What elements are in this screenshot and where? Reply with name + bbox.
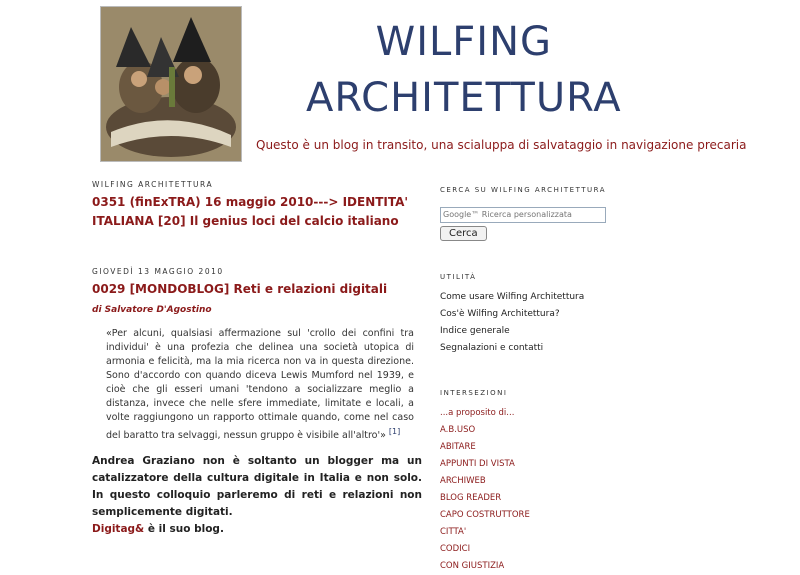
utilita-list: [440, 289, 670, 357]
header-illustration: [100, 6, 242, 162]
utilita-item-come-usare[interactable]: Come usare Wilfing Architettura: [440, 291, 585, 302]
intersezioni-item[interactable]: APPUNTI DI VISTA: [440, 458, 515, 469]
quote-text: «Per alcuni, qualsiasi affermazione sul 'crollo dei confini tra individui' è una profezia che delinea una società utopica di armonia e felicità, ma la mia ricerca non va in questa direzione. Sono d'accordo con quando diceva Lewis Mumford nel 1939, e cioè che gli esseri umani 'tendono a socializzare meglio a distanza, invece che nelle sfere immediate, limitate e locali, a volte raggiungono un rapporto ottimale quando, come nel caso del baratto tra selvaggi, nessun gruppo è visibile all'altro'»: [106, 328, 414, 442]
search-heading: CERCA SU WILFING ARCHITETTURA: [440, 186, 607, 194]
digitag-link[interactable]: Digitag&: [92, 523, 145, 536]
site-title-line1[interactable]: WILFING: [375, 19, 552, 65]
post-title[interactable]: [92, 280, 422, 299]
post-title[interactable]: [92, 193, 422, 231]
intersezioni-list: [440, 405, 670, 575]
main-column: [92, 180, 422, 538]
search-form: [440, 202, 670, 241]
intersezioni-item[interactable]: A.B.USO: [440, 424, 476, 435]
site-tagline: Questo è un blog in transito, una scialuppa di salvataggio in navigazione precaria: [256, 138, 747, 152]
sidebar: [440, 186, 670, 575]
site-title-line2[interactable]: ARCHITETTURA: [306, 75, 622, 121]
intersezioni-item[interactable]: ...a proposito di...: [440, 407, 515, 418]
byline-author: Salvatore D'Agostino: [104, 305, 212, 315]
intersezioni-item[interactable]: CITTA': [440, 526, 467, 537]
site-title[interactable]: [306, 14, 622, 126]
utilita-item-segnalazioni[interactable]: Segnalazioni e contatti: [440, 342, 544, 353]
intersezioni-item[interactable]: CODICI: [440, 543, 471, 554]
footnote-link[interactable]: [1]: [388, 427, 401, 436]
post-quote: [106, 327, 414, 443]
intersezioni-item[interactable]: CON GIUSTIZIA: [440, 560, 505, 571]
intersezioni-heading: INTERSEZIONI: [440, 388, 508, 397]
intersezioni-item[interactable]: BLOG READER: [440, 492, 502, 503]
body-link-suffix: è il suo blog.: [144, 523, 224, 536]
post-date: GIOVEDÌ 13 MAGGIO 2010: [92, 267, 224, 276]
intersezioni-item[interactable]: ABITARE: [440, 441, 476, 452]
intersezioni-item[interactable]: CAPO COSTRUTTORE: [440, 509, 530, 520]
post1-title-link[interactable]: 0351 (finExTRA) 16 maggio 2010---> IDENTITA' ITALIANA [20] Il genius loci del calcio italiano: [92, 195, 409, 228]
utilita-item-cose[interactable]: Cos'è Wilfing Architettura?: [440, 308, 560, 319]
blog-header: [0, 0, 800, 170]
gnomes-illustration-icon: [101, 7, 241, 161]
section-label: WILFING ARCHITETTURA: [92, 180, 214, 189]
utilita-item-indice[interactable]: Indice generale: [440, 325, 510, 336]
search-input[interactable]: [440, 207, 606, 223]
post-body-text: Andrea Graziano non è soltanto un blogger ma un catalizzatore della cultura digitale in Italia e non solo. In questo colloquio parleremo di reti e relazioni non semplicemente digitati.: [92, 455, 422, 519]
search-button[interactable]: Cerca: [440, 226, 487, 241]
post2-title-link[interactable]: 0029 [MONDOBLOG] Reti e relazioni digitali: [92, 282, 388, 296]
intersezioni-item[interactable]: ARCHIWEB: [440, 475, 486, 486]
utilita-heading: UTILITÀ: [440, 272, 477, 281]
byline-prefix: di: [92, 305, 102, 315]
post-body: [92, 453, 422, 538]
post-byline: [92, 305, 422, 315]
